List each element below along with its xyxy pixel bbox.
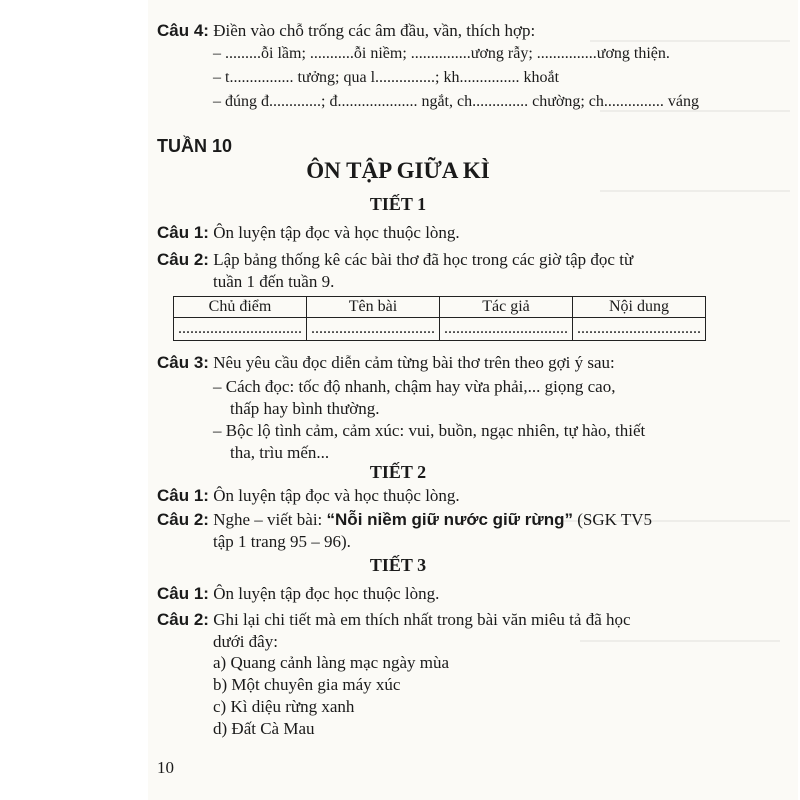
- question-label: Câu 4:: [157, 21, 209, 40]
- question-text: Ôn luyện tập đọc và học thuộc lòng.: [208, 486, 460, 505]
- page-number: 10: [157, 758, 174, 777]
- bullet-line: – Bộc lộ tình cảm, cảm xúc: vui, buồn, ngạc nhiên, tự hào, thiết: [213, 421, 646, 440]
- question-label: Câu 1:: [157, 486, 209, 505]
- table-header: Tên bài: [307, 297, 440, 318]
- option-d: d) Đất Cà Mau: [213, 719, 315, 738]
- tiet2-question-1: [157, 486, 460, 506]
- table-cell: ...............................: [440, 318, 573, 341]
- question-4: [157, 21, 535, 41]
- option-b: b) Một chuyên gia máy xúc: [213, 675, 401, 694]
- poem-summary-table: [173, 296, 706, 341]
- lesson-title: “Nỗi niềm giữ nước giữ rừng”: [326, 510, 573, 529]
- option-c: c) Kì diệu rừng xanh: [213, 697, 355, 716]
- table-cell: ...............................: [307, 318, 440, 341]
- question-text: Nêu yêu cầu đọc diễn cảm từng bài thơ trên theo gợi ý sau:: [208, 353, 615, 372]
- fill-row-3: – đúng đ.............; đ.................... ngắt, ch.............. chường; ch............... váng: [213, 93, 699, 110]
- question-text: Lập bảng thống kê các bài thơ đã học trong các giờ tập đọc từ: [208, 250, 634, 269]
- tiet1-question-1: [157, 223, 460, 243]
- table-cell: ...............................: [174, 318, 307, 341]
- fill-row-1: – .........ỗi lầm; ...........ỗi niềm; ...............ương rẫy; ...............ương thiện.: [213, 45, 670, 62]
- table-header-row: [174, 297, 706, 318]
- question-label: Câu 1:: [157, 584, 209, 603]
- question-label: Câu 2:: [157, 250, 209, 269]
- question-label: Câu 1:: [157, 223, 209, 242]
- question-text: Ghi lại chi tiết mà em thích nhất trong bài văn miêu tả đã học: [208, 610, 631, 629]
- question-text: Nghe – viết bài:: [208, 510, 327, 529]
- question-text: Ôn luyện tập đọc học thuộc lòng.: [208, 584, 440, 603]
- question-label: Câu 2:: [157, 610, 209, 629]
- section-heading-tiet-2: TIẾT 2: [369, 462, 427, 482]
- question-text-cont: dưới đây:: [213, 632, 278, 651]
- tiet3-question-2: [157, 610, 631, 630]
- bullet-line: tha, trìu mến...: [230, 443, 330, 462]
- table-header: Chủ điểm: [174, 297, 307, 318]
- page-title: ÔN TẬP GIỮA KÌ: [306, 158, 490, 183]
- tiet1-question-2: [157, 250, 633, 270]
- table-header: Tác giả: [440, 297, 573, 318]
- question-text-cont: tuần 1 đến tuần 9.: [213, 272, 335, 291]
- table-row: [174, 318, 706, 341]
- question-text: Ôn luyện tập đọc và học thuộc lòng.: [208, 223, 460, 242]
- table-cell: ...............................: [573, 318, 706, 341]
- question-text: (SGK TV5: [572, 510, 653, 529]
- tiet2-question-2: [157, 510, 652, 530]
- section-heading-tiet-3: TIẾT 3: [369, 555, 427, 575]
- question-text-cont: tập 1 trang 95 – 96).: [213, 532, 351, 551]
- table-header: Nội dung: [573, 297, 706, 318]
- tiet3-question-1: [157, 584, 439, 604]
- tiet1-question-3: [157, 353, 615, 373]
- bullet-line: thấp hay bình thường.: [230, 399, 380, 418]
- question-text: Điền vào chỗ trống các âm đầu, vần, thích hợp:: [208, 21, 536, 40]
- question-label: Câu 2:: [157, 510, 209, 529]
- option-a: a) Quang cảnh làng mạc ngày mùa: [213, 653, 450, 672]
- question-label: Câu 3:: [157, 353, 209, 372]
- fill-row-2: – t................ tưởng; qua l...............; kh............... khoắt: [213, 69, 560, 86]
- week-heading: TUẦN 10: [157, 136, 233, 156]
- section-heading-tiet-1: TIẾT 1: [369, 194, 427, 214]
- bullet-line: – Cách đọc: tốc độ nhanh, chậm hay vừa phải,... giọng cao,: [213, 377, 616, 396]
